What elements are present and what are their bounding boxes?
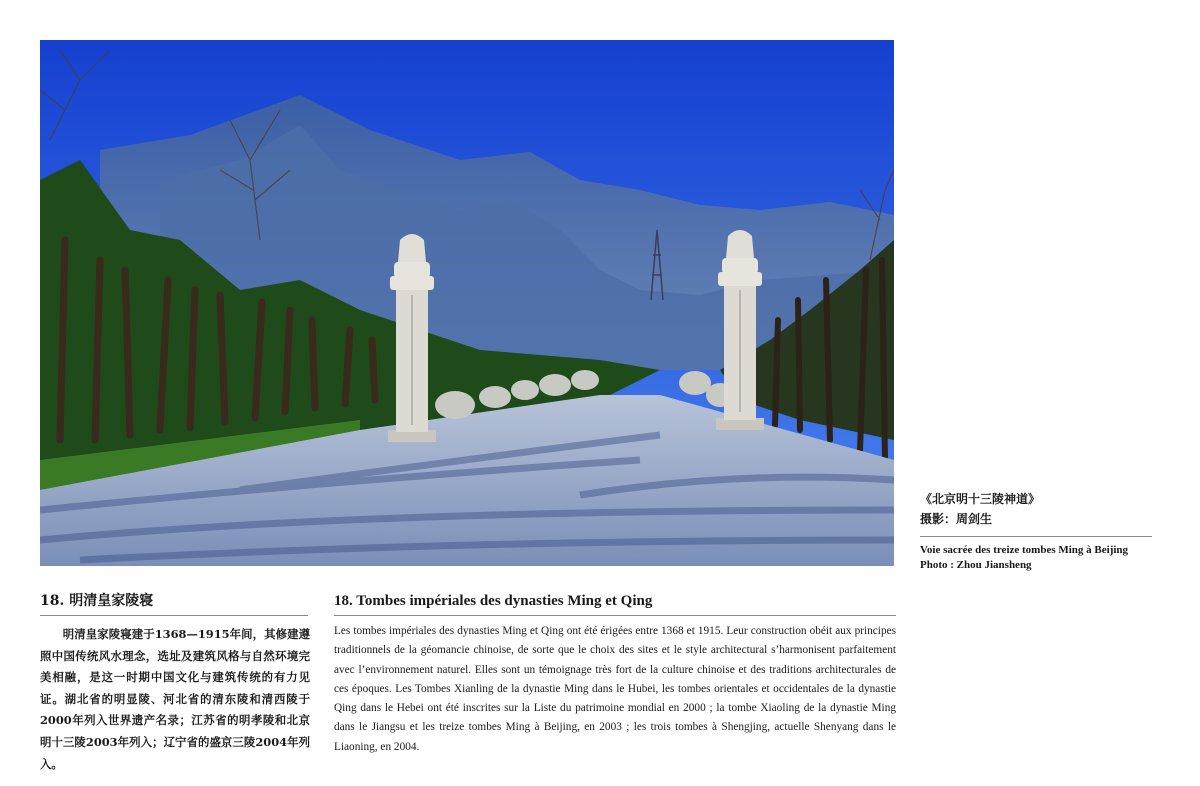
article-fr-heading: 18. Tombes impériales des dynasties Ming et Qing: [334, 593, 653, 609]
caption-fr-photographer: Photo : Zhou Jiansheng: [920, 559, 1032, 571]
caption-cn-photographer: 摄影：周剑生: [920, 512, 993, 526]
photo-caption: [920, 489, 1152, 573]
article-cn-heading: 18. 明清皇家陵寝: [40, 593, 154, 609]
article-cn-divider: [40, 615, 308, 616]
sacred-way-illustration: [40, 40, 894, 566]
article-cn-body: 明清皇家陵寝建于1368—1915年间，其修建遵照中国传统风水理念，选址及建筑风格与自然环境完美相融，是这一时期中国文化与建筑传统的有力见证。湖北省的明显陵、河北省的清东陵和清西陵于2000年列入世界遗产名录；江苏省的明孝陵和北京明十三陵2003年列入；辽宁省的盛京三陵2004年列入。: [40, 627, 310, 771]
caption-cn-title: 《北京明十三陵神道》: [920, 492, 1041, 506]
article-fr-divider: [334, 615, 896, 616]
photo-sacred-way: [40, 40, 894, 566]
caption-divider: [920, 536, 1152, 537]
article-fr-body: Les tombes impériales des dynasties Ming et Qing ont été érigées entre 1368 et 1915. Leur construction obéit aux principes traditionnels de la géomancie chinoise, de sorte que le choix des sites et le style architectural s’harmonisent parfaitement avec l’environnement naturel. Elles sont un témoignage très fort de la culture chinoise et des traditions architecturales de ces époques. Les Tombes Xianling de la dynastie Ming dans le Hubei, les tombes orientales et occidentales de la dynastie Qing dans le Hebei ont été inscrites sur la Liste du patrimoine mondial en 2000 ; la tombe Xiaoling de la dynastie Ming dans le Jiangsu et les treize tombes Ming à Beijing, en 2003 ; les trois tombes à Shengjing, actuelle Shenyang dans le Liaoning, en 2004.: [334, 625, 896, 753]
caption-fr-title: Voie sacrée des treize tombes Ming à Beijing: [920, 544, 1129, 556]
